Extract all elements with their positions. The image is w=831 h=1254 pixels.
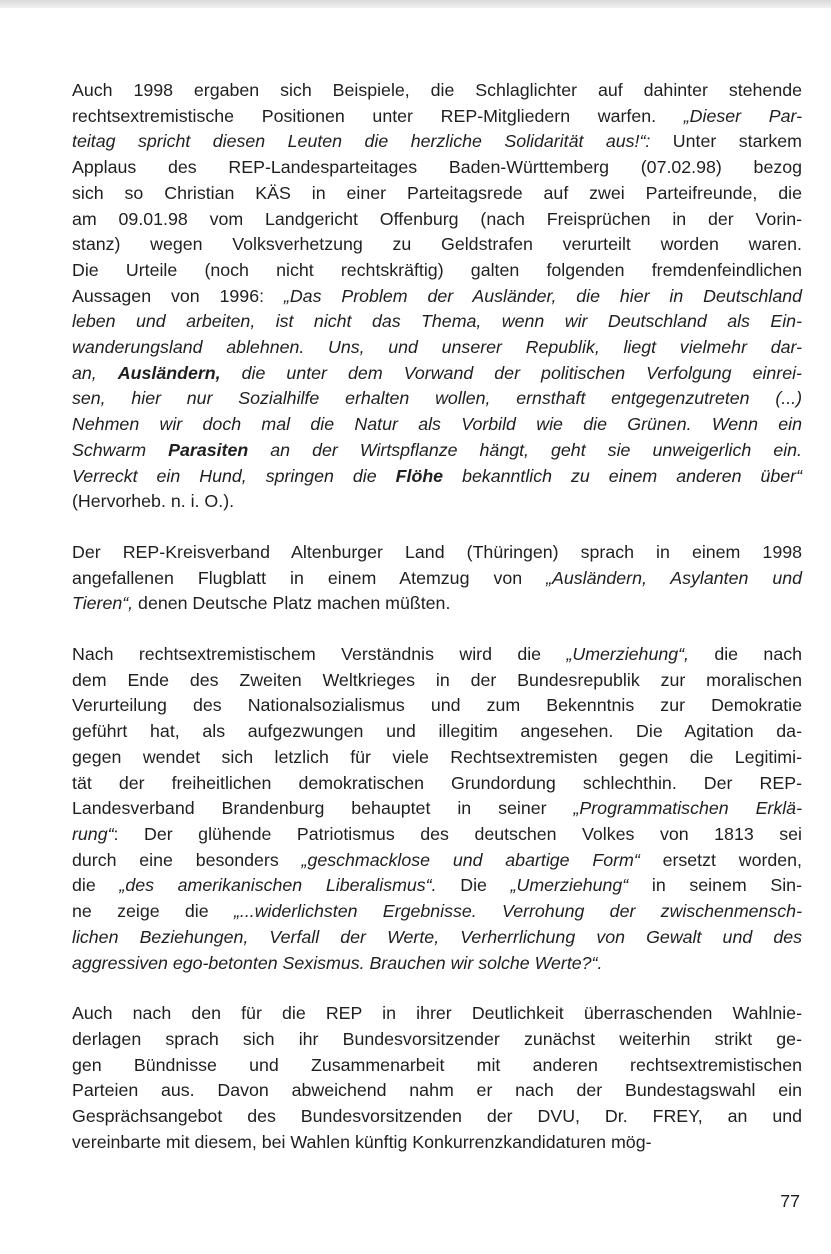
quote-italic: Tieren“, xyxy=(72,593,134,614)
paragraph xyxy=(72,642,802,976)
page-top-edge xyxy=(0,0,831,8)
text-run: geführt hat, als aufgezwungen und illegitim angesehen. Die Agitation da- xyxy=(72,721,802,742)
quote-italic: „Dieser Par- xyxy=(683,105,802,126)
text-line xyxy=(72,642,802,668)
text-line xyxy=(72,1130,802,1156)
text-line xyxy=(72,540,802,566)
text-run: Aussagen von 1996: xyxy=(72,285,284,306)
text-run: Auch 1998 ergaben sich Beispiele, die Schlaglichter auf dahinter stehende xyxy=(72,80,802,100)
text-run: Nach rechtsextremistischem Verständnis wird die xyxy=(72,644,567,665)
text-run: ersetzt worden, xyxy=(639,849,802,870)
text-run: die xyxy=(72,875,120,896)
paragraph xyxy=(72,78,802,515)
quote-italic: „Das Problem der Ausländer, die hier in Deutschland xyxy=(283,285,803,306)
paragraph xyxy=(72,540,802,617)
quote-italic: „Ausländern, Asylanten und xyxy=(546,567,803,588)
text-line xyxy=(72,104,802,130)
text-run: ne zeige die xyxy=(72,901,234,922)
text-run: Verurteilung des Nationalsozialismus und zum Bekenntnis zur Demokratie xyxy=(72,695,802,716)
quote-italic: „Umerziehung“, xyxy=(566,644,689,665)
page-text xyxy=(72,78,802,1155)
text-line xyxy=(72,438,802,464)
text-run: Gesprächsangebot des Bundesvorsitzenden der DVU, Dr. FREY, an und xyxy=(72,1106,802,1127)
text-line xyxy=(72,1053,802,1079)
text-run: die nach xyxy=(688,644,802,665)
text-line xyxy=(72,386,802,412)
text-run: denen Deutsche Platz machen müßten. xyxy=(133,593,451,614)
emphasis-bold: Flöhe xyxy=(395,465,444,486)
text-run: gen Bündnisse und Zusammenarbeit mit anderen rechtsextremistischen xyxy=(72,1054,802,1075)
text-line xyxy=(72,925,802,951)
text-line xyxy=(72,899,802,925)
quote-italic: lichen Beziehungen, Verfall der Werte, Verherrlichung von Gewalt und des xyxy=(72,926,802,947)
text-run: rechtsextremistische Positionen unter REP-Mitgliedern warfen. xyxy=(72,105,684,126)
text-line xyxy=(72,719,802,745)
text-line xyxy=(72,284,802,310)
text-run: Auch nach den für die REP in ihrer Deutlichkeit überraschenden Wahlnie- xyxy=(72,1003,802,1024)
quote-italic: rung“ xyxy=(72,823,114,844)
text-line xyxy=(72,129,802,155)
quote-italic: leben und arbeiten, ist nicht das Thema, wenn wir Deutschland als Ein- xyxy=(72,311,802,332)
text-line xyxy=(72,873,802,899)
text-run: Die xyxy=(436,875,511,896)
text-line xyxy=(72,232,802,258)
text-run: Der REP-Kreisverband Altenburger Land (Thüringen) sprach in einem 1998 xyxy=(72,541,802,562)
quote-italic: „des amerikanischen Liberalismus“. xyxy=(119,875,437,896)
text-run: (Hervorheb. n. i. O.). xyxy=(72,491,235,512)
text-run: vereinbarte mit diesem, bei Wahlen künftig Konkurrenzkandidaturen mög- xyxy=(72,1131,652,1152)
text-line xyxy=(72,822,802,848)
quote-italic: sen, hier nur Sozialhilfe erhalten wollen, ernsthaft entgegenzutreten (...) xyxy=(72,388,802,409)
text-line xyxy=(72,78,802,104)
quote-italic: teitag spricht diesen Leuten die herzliche Solidarität aus!“: xyxy=(72,131,651,152)
text-run: Landesverband Brandenburg behauptet in seiner xyxy=(72,798,574,819)
text-line xyxy=(72,951,802,977)
text-line xyxy=(72,1027,802,1053)
text-line xyxy=(72,181,802,207)
text-line xyxy=(72,591,802,617)
text-run: Die Urteile (noch nicht rechtskräftig) galten folgenden fremdenfeindlichen xyxy=(72,259,802,280)
text-line xyxy=(72,155,802,181)
text-line xyxy=(72,1001,802,1027)
text-run: angefallenen Flugblatt in einem Atemzug von xyxy=(72,567,547,588)
text-run: dem Ende des Zweiten Weltkrieges in der Bundesrepublik zur moralischen xyxy=(72,669,802,690)
quote-italic: an der Wirtspflanze hängt, geht sie unweigerlich ein. xyxy=(248,439,802,460)
text-line xyxy=(72,464,802,490)
text-line xyxy=(72,258,802,284)
paragraph xyxy=(72,1001,802,1155)
quote-italic: Verreckt ein Hund, springen die xyxy=(72,465,396,486)
text-line xyxy=(72,745,802,771)
emphasis-bold: Ausländern, xyxy=(117,362,221,383)
text-run: gegen wendet sich letzlich für viele Rechtsextremisten gegen die Legitimi- xyxy=(72,746,802,767)
text-line xyxy=(72,412,802,438)
text-line xyxy=(72,207,802,233)
text-run: tät der freiheitlichen demokratischen Grundordung schlechthin. Der REP- xyxy=(72,772,802,793)
text-run: am 09.01.98 vom Landgericht Offenburg (nach Freisprüchen in der Vorin- xyxy=(72,208,802,229)
text-run: Unter starkem xyxy=(650,131,802,152)
text-run: Applaus des REP-Landesparteitages Baden-Württemberg (07.02.98) bezog xyxy=(72,157,802,178)
emphasis-bold: Parasiten xyxy=(168,439,249,460)
text-line xyxy=(72,309,802,335)
quote-italic: Schwarm xyxy=(72,439,169,460)
text-line xyxy=(72,1078,802,1104)
text-run: Parteien aus. Davon abweichend nahm er nach der Bundestagswahl ein xyxy=(72,1080,802,1101)
quote-italic: „...widerlichsten Ergebnisse. Verrohung der zwischenmensch- xyxy=(233,901,802,922)
quote-italic: „geschmacklose und abartige Form“ xyxy=(301,849,640,870)
text-line xyxy=(72,796,802,822)
text-run: durch eine besonders xyxy=(72,849,302,870)
quote-italic: „Umerziehung“ xyxy=(510,875,629,896)
quote-italic: die unter dem Vorwand der politischen Verfolgung einrei- xyxy=(220,362,802,383)
text-line xyxy=(72,693,802,719)
page-number: 77 xyxy=(780,1191,800,1211)
text-line xyxy=(72,668,802,694)
text-run: in seinem Sin- xyxy=(628,875,802,896)
text-line xyxy=(72,771,802,797)
text-line xyxy=(72,566,802,592)
quote-italic: bekanntlich zu einem anderen über“ xyxy=(443,465,802,486)
quote-italic: „Programmatischen Erklä- xyxy=(573,798,802,819)
text-line xyxy=(72,335,802,361)
text-line xyxy=(72,489,802,515)
quote-italic: wanderungsland ablehnen. Uns, und unserer Republik, liegt vielmehr dar- xyxy=(72,337,802,358)
text-run: stanz) wegen Volksverhetzung zu Geldstrafen verurteilt worden waren. xyxy=(72,234,802,255)
quote-italic: aggressiven ego-betonten Sexismus. Brauchen wir solche Werte?“. xyxy=(72,952,603,973)
text-line xyxy=(72,361,802,387)
text-run: derlagen sprach sich ihr Bundesvorsitzender zunächst weiterhin strikt ge- xyxy=(72,1028,802,1049)
text-line xyxy=(72,848,802,874)
quote-italic: an, xyxy=(72,362,118,383)
text-run: : Der glühende Patriotismus des deutschen Volkes von 1813 sei xyxy=(113,823,802,844)
text-run: sich so Christian KÄS in einer Parteitagsrede auf zwei Parteifreunde, die xyxy=(72,182,802,203)
text-line xyxy=(72,1104,802,1130)
quote-italic: Nehmen wir doch mal die Natur als Vorbild wie die Grünen. Wenn ein xyxy=(72,414,802,435)
